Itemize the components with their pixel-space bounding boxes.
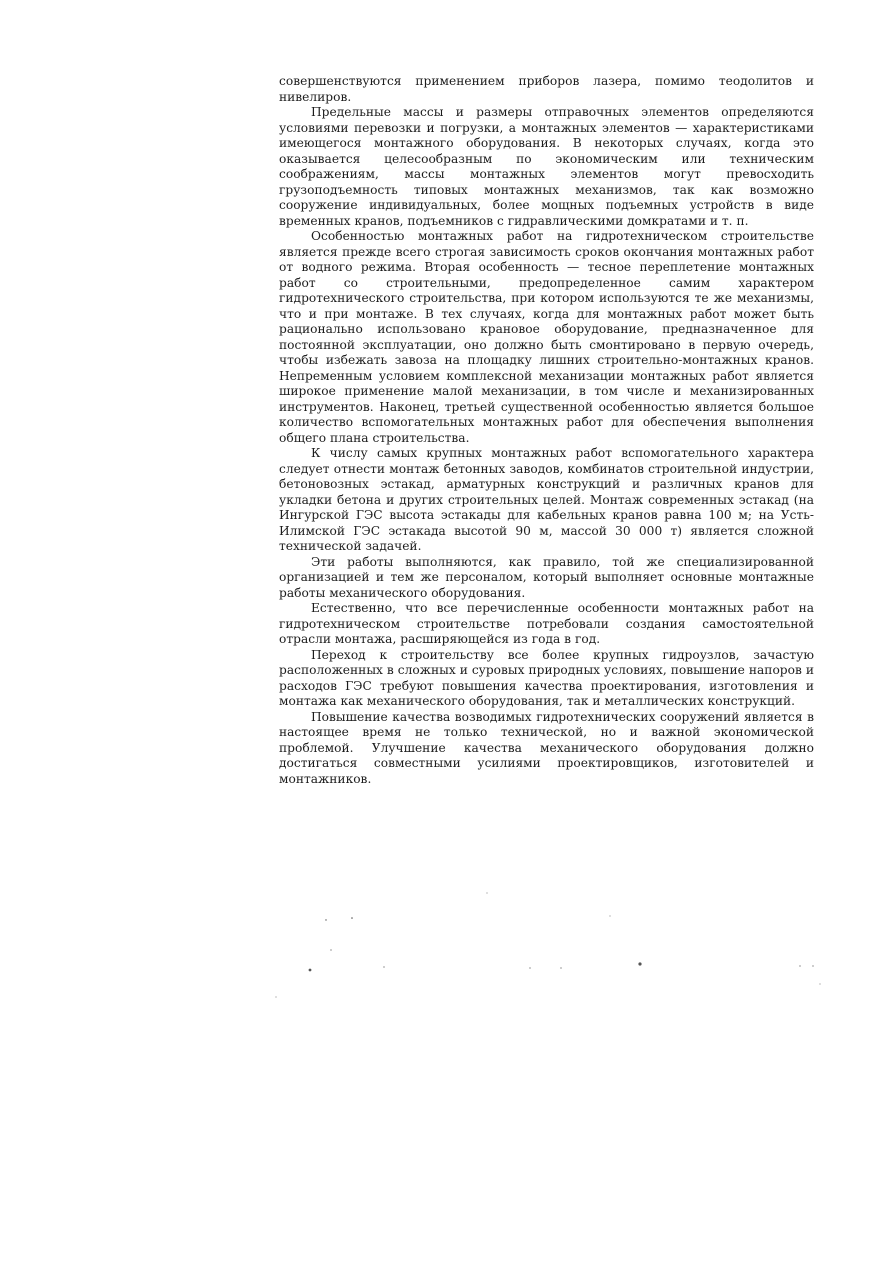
paragraph-2: Предельные массы и размеры отправочных элементов определяются условиями перевозки и погрузки, а монтажных элементов — характеристиками имеющегося монтажного оборудования. В некоторых случаях, когда это оказывается целесообразным по экономическим или техническим соображениям, массы монтажных элементов могут превосходить грузоподъемность типовых монтажных механизмов, так как возможно сооружение индивидуальных, более мощных подъемных устройств в виде временных кранов, подъемников с гидравлическими домкратами и т. п.: [279, 105, 814, 228]
speck: [276, 997, 277, 998]
speck: [309, 969, 312, 972]
speck: [799, 965, 800, 966]
paragraph-3: Особенностью монтажных работ на гидротехническом строительстве является прежде всего строгая зависимость сроков окончания монтажных работ от водного режима. Вторая особенность — тесное переплетение монтажных работ со строительными, предопределенное самим характером гидротехнического строительства, при котором используются те же механизмы, что и при монтаже. В тех случаях, когда для монтажных работ может быть рационально использовано крановое оборудование, предназначенное для постоянной эксплуатации, оно должно быть смонтировано в первую очередь, чтобы избежать завоза на площадку лишних строительно-монтажных кранов. Непременным условием комплексной механизации монтажных работ является широкое применение малой механизации, в том числе и механизированных инструментов. Наконец, третьей существенной особенностью является большое количество вспомогательных монтажных работ для обеспечения выполнения общего плана строительства.: [279, 229, 814, 445]
paragraph-1: совершенствуются применением приборов лазера, помимо теодолитов и нивелиров.: [279, 74, 814, 104]
paragraph-7: Переход к строительству все более крупных гидроузлов, зачастую расположенных в сложных и суровых природных условиях, повышение напоров и расходов ГЭС требуют повышения качества проектирования, изготовления и монтажа как механического оборудования, так и металлических конструкций.: [279, 647, 814, 708]
document-body: [279, 74, 814, 787]
paragraph-8: Повышение качества возводимых гидротехнических сооружений является в настоящее время не только технической, но и важной экономической проблемой. Улучшение качества механического оборудования должно достигаться совместными усилиями проектировщиков, изготовителей и монтажников.: [279, 709, 814, 786]
speck: [812, 965, 813, 966]
speck: [330, 949, 331, 950]
speck: [560, 967, 561, 968]
speck: [610, 916, 611, 917]
speck: [325, 919, 326, 920]
speck: [820, 984, 821, 985]
speck: [529, 967, 530, 968]
speck: [638, 962, 641, 965]
paragraph-5: Эти работы выполняются, как правило, той же специализированной организацией и тем же персоналом, который выполняет основные монтажные работы механического оборудования.: [279, 554, 814, 600]
paragraph-6: Естественно, что все перечисленные особенности монтажных работ на гидротехническом строительстве потребовали создания самостоятельной отрасли монтажа, расширяющейся из года в год.: [279, 601, 814, 646]
speck: [487, 893, 488, 894]
speck: [383, 966, 384, 967]
speck: [351, 917, 353, 919]
paragraph-4: К числу самых крупных монтажных работ вспомогательного характера следует отнести монтаж бетонных заводов, комбинатов строительной индустрии, бетоновозных эстакад, арматурных конструкций и различных кранов для укладки бетона и других строительных целей. Монтаж современных эстакад (на Ингурской ГЭС высота эстакады для кабельных кранов равна 100 м; на Усть-Илимской ГЭС эстакада высотой 90 м, массой 30 000 т) является сложной технической задачей.: [279, 446, 814, 553]
